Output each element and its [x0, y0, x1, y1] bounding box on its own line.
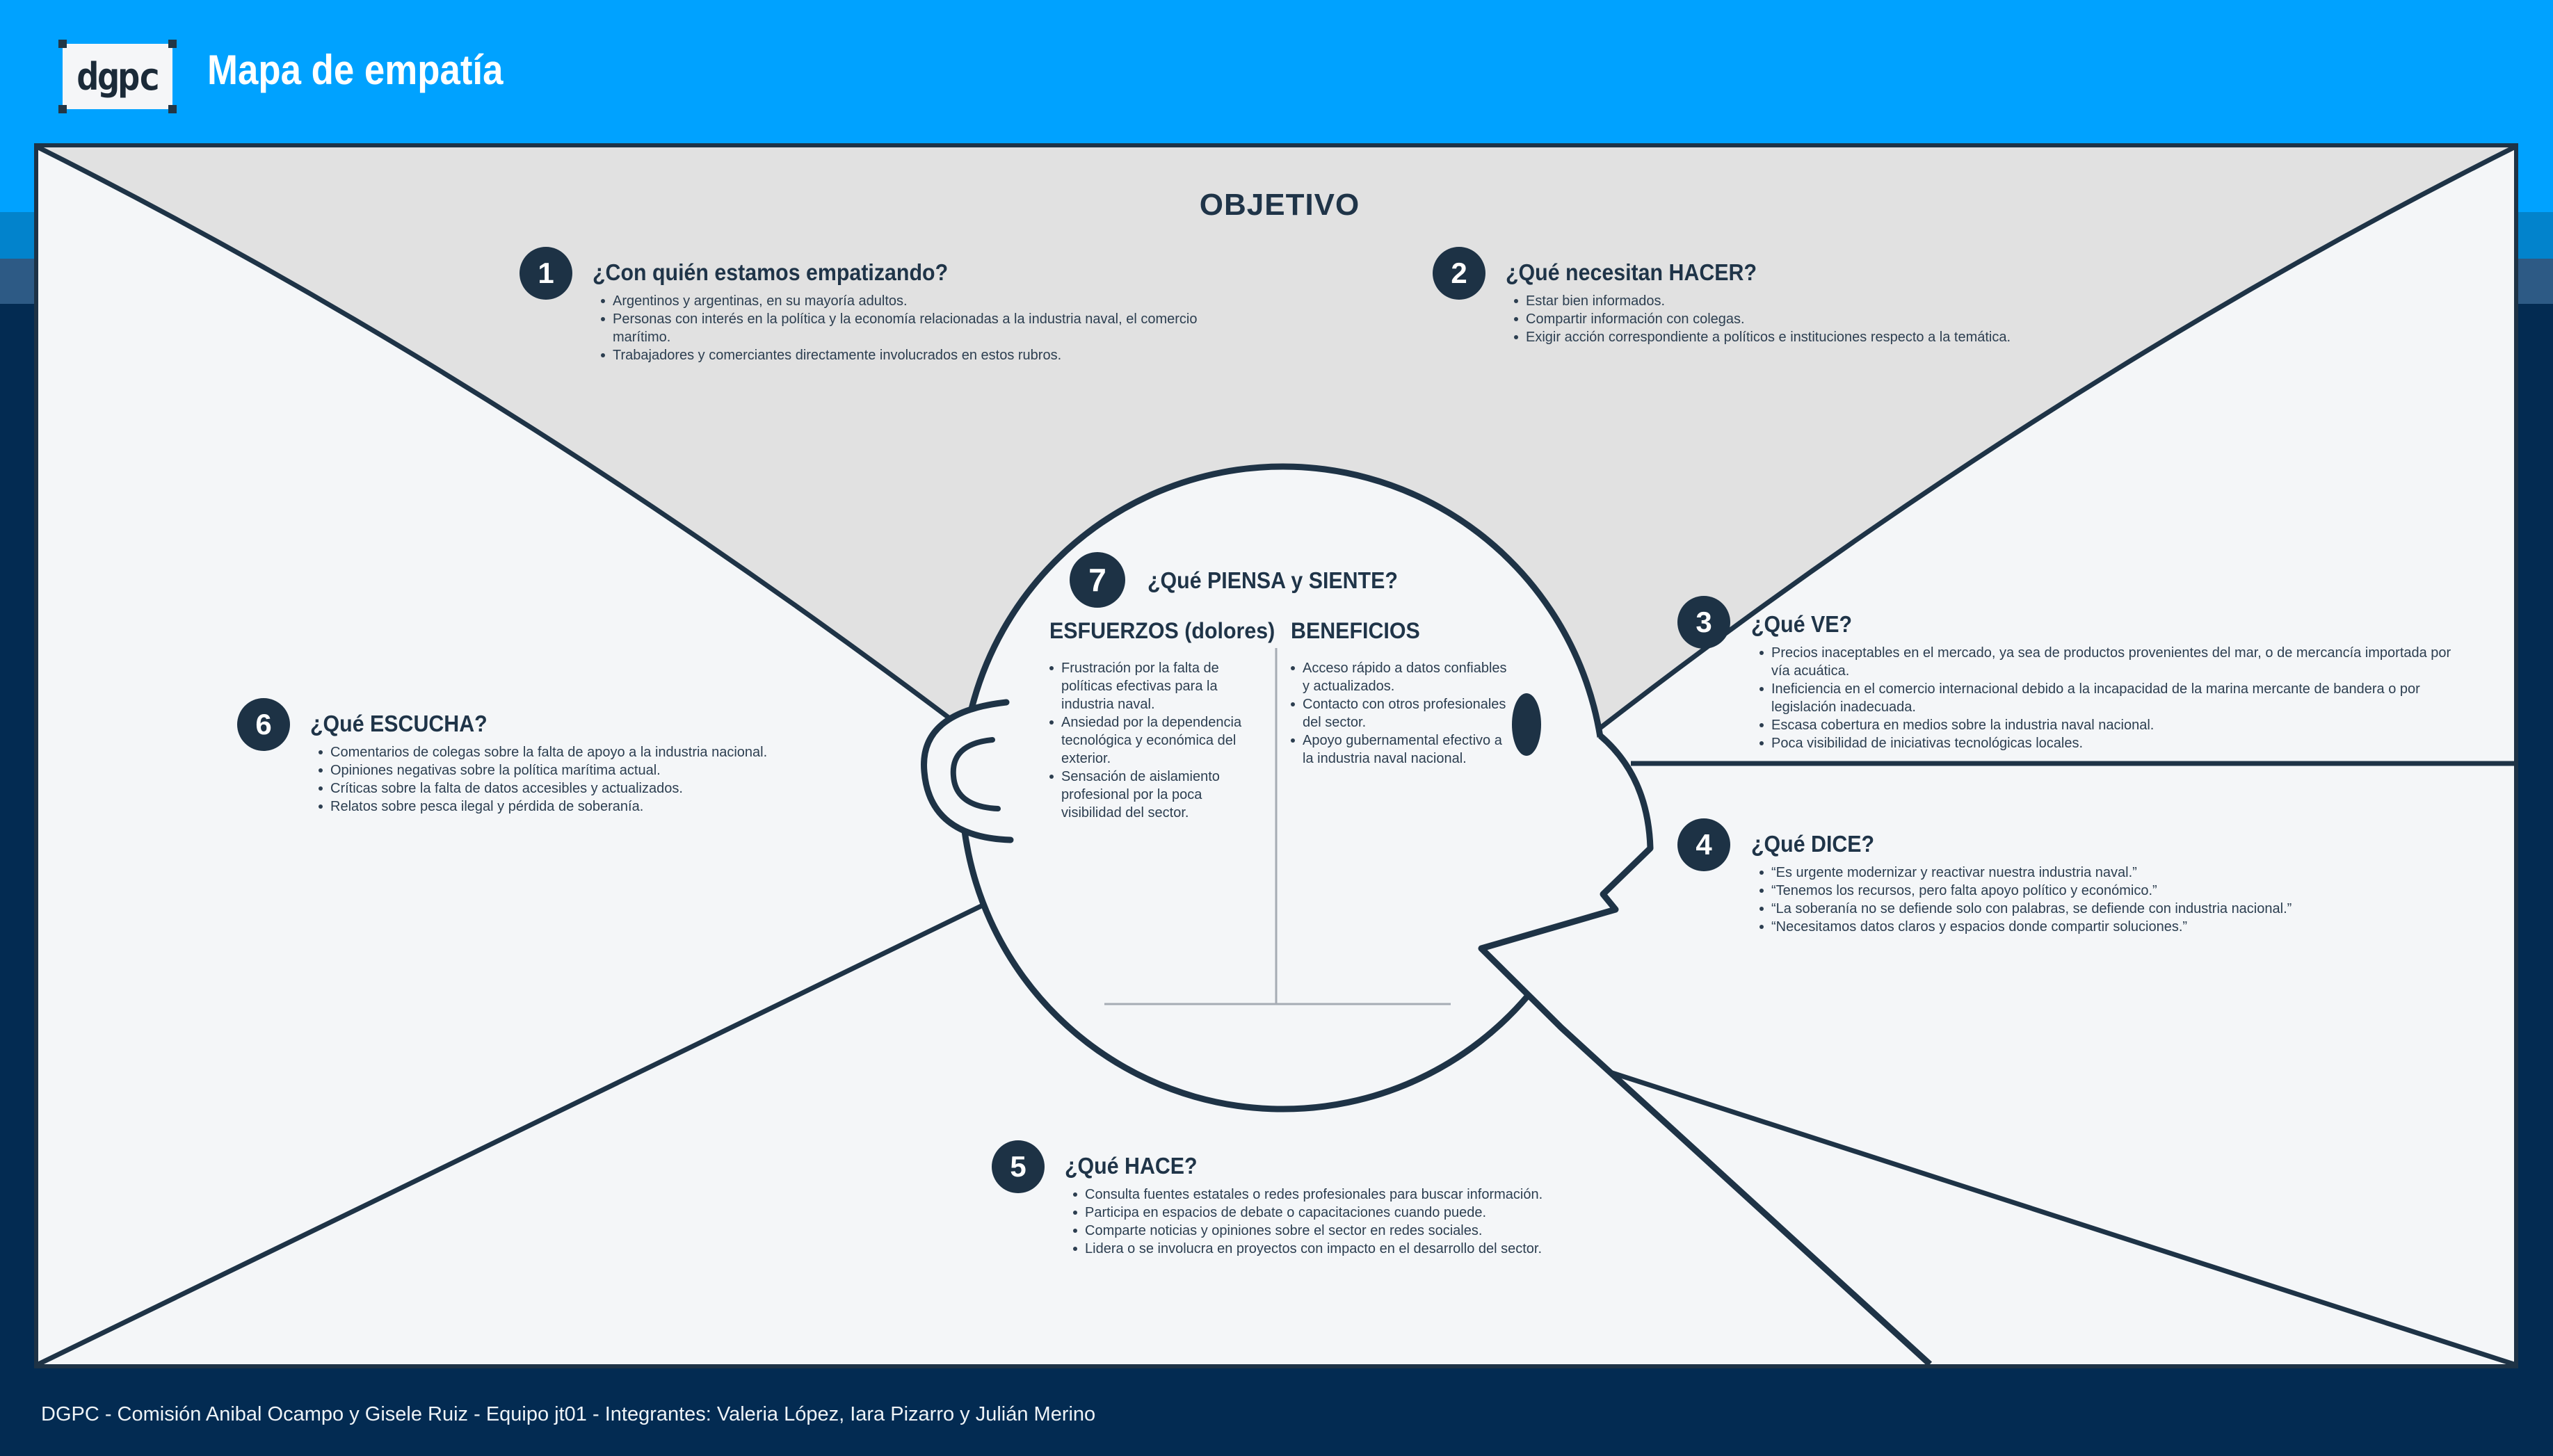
section-number-badge: 6 [237, 698, 290, 751]
bullet-text: Críticas sobre la falta de datos accesibles y actualizados. [330, 781, 683, 796]
dgpc-logo[interactable] [63, 44, 172, 109]
bullet-dot-icon [1073, 1211, 1077, 1215]
bullet-item [1759, 864, 2385, 882]
bullet-dot-icon [319, 768, 323, 773]
bullet-item [1049, 659, 1258, 713]
bullet-item [1759, 680, 2465, 716]
page-title: Mapa de empatía [207, 47, 504, 93]
section-number-badge: 7 [1070, 552, 1125, 608]
bullet-item [1073, 1222, 1643, 1240]
bullet-list [319, 743, 875, 816]
bullet-text: Acceso rápido a datos confiables y actualizados. [1303, 661, 1507, 694]
bullet-text: Escasa cobertura en medios sobre la industria naval nacional. [1771, 718, 2155, 733]
section-title: ¿Qué necesitan HACER? [1506, 259, 1757, 285]
bullet-dot-icon [1073, 1229, 1077, 1233]
bullet-list [1759, 864, 2385, 936]
bullet-dot-icon [1514, 335, 1518, 339]
bullet-dot-icon [1759, 687, 1764, 691]
bullet-text: Ansiedad por la dependencia tecnológica y económica del exterior. [1061, 715, 1242, 766]
bullet-dot-icon [1759, 889, 1764, 893]
bullet-text: Consulta fuentes estatales o redes profesionales para buscar información. [1085, 1187, 1543, 1202]
bullet-item [1759, 918, 2385, 936]
objetivo-label: OBJETIVO [1199, 188, 1360, 222]
bullet-item [319, 779, 875, 798]
bullet-text: “Tenemos los recursos, pero falta apoyo político y económico.” [1771, 883, 2157, 898]
bullet-text: Participa en espacios de debate o capacitaciones cuando puede. [1085, 1205, 1487, 1220]
bullet-item [1291, 731, 1508, 768]
bullet-item [1759, 882, 2385, 900]
bullet-item [319, 798, 875, 816]
selection-handle-icon[interactable] [168, 40, 177, 48]
column-esfuerzos [1049, 618, 1275, 822]
bullet-item [319, 743, 875, 761]
section-title: ¿Qué HACE? [1065, 1153, 1198, 1179]
bullet-dot-icon [1759, 651, 1764, 655]
selection-handle-icon[interactable] [168, 105, 177, 113]
bullet-text: Frustración por la falta de políticas efectivas para la industria naval. [1061, 661, 1219, 712]
bullet-text: Contacto con otros profesionales del sector. [1303, 697, 1506, 730]
bullet-dot-icon [1514, 317, 1518, 321]
bullet-text: Apoyo gubernamental efectivo a la industria naval nacional. [1303, 733, 1502, 766]
bullet-text: Poca visibilidad de iniciativas tecnológicas locales. [1771, 736, 2084, 751]
bullet-text: Sensación de aislamiento profesional por la poca visibilidad del sector. [1061, 769, 1220, 820]
ear-icon [924, 702, 1010, 840]
diagonal-bottom-left [38, 881, 1033, 1364]
column-heading: BENEFICIOS [1291, 618, 1420, 643]
bullet-item [1759, 644, 2465, 680]
bullet-dot-icon [319, 804, 323, 809]
bullet-text: “Es urgente modernizar y reactivar nuestra industria naval.” [1771, 865, 2137, 880]
bullet-dot-icon [319, 750, 323, 754]
bullet-dot-icon [1759, 925, 1764, 929]
bullet-item [1049, 713, 1258, 768]
section-title: ¿Con quién estamos empatizando? [593, 259, 949, 285]
bullet-list [601, 292, 1213, 364]
bullet-text: Estar bien informados. [1526, 293, 1666, 309]
bullet-dot-icon [1049, 720, 1054, 725]
section-number-badge: 1 [520, 247, 572, 300]
column-beneficios [1291, 618, 1508, 768]
section-number-badge: 3 [1677, 596, 1730, 649]
section-number-badge: 4 [1677, 818, 1730, 871]
bullet-item [1759, 716, 2465, 734]
bullet-item [601, 346, 1213, 364]
bullet-item [1291, 659, 1508, 695]
bullet-dot-icon [1073, 1247, 1077, 1251]
bullet-list [1514, 292, 2140, 346]
bullet-item [601, 310, 1213, 346]
bullet-text: Argentinos y argentinas, en su mayoría adultos. [613, 293, 908, 309]
bullet-dot-icon [1514, 299, 1518, 303]
bullet-item [601, 292, 1213, 310]
bullet-list [1073, 1186, 1643, 1258]
bullet-dot-icon [1759, 741, 1764, 745]
bullet-dot-icon [601, 299, 605, 303]
section-title: ¿Qué DICE? [1751, 831, 1875, 857]
bullet-list [1049, 659, 1258, 822]
bullet-item [1514, 328, 2140, 346]
bullet-dot-icon [319, 786, 323, 791]
bullet-text: Exigir acción correspondiente a políticos e instituciones respecto a la temática. [1526, 330, 2011, 345]
bullet-item [1291, 695, 1508, 731]
bullet-text: Trabajadores y comerciantes directamente involucrados en estos rubros. [613, 348, 1062, 363]
bullet-text: Opiniones negativas sobre la política marítima actual. [330, 763, 661, 778]
bullet-text: Precios inaceptables en el mercado, ya sea de productos provenientes del mar, o de mercancía importada por vía acuática. [1771, 645, 2451, 679]
bullet-dot-icon [601, 353, 605, 357]
bullet-dot-icon [1073, 1192, 1077, 1197]
bullet-item [1514, 310, 2140, 328]
bullet-dot-icon [1049, 666, 1054, 670]
section-number-badge: 5 [992, 1140, 1045, 1193]
bullet-item [1073, 1204, 1643, 1222]
bullet-text: Relatos sobre pesca ilegal y pérdida de soberanía. [330, 799, 644, 814]
bullet-text: “La soberanía no se defiende solo con palabras, se defiende con industria nacional.” [1771, 901, 2292, 916]
section-title: ¿Qué ESCUCHA? [310, 711, 488, 736]
bullet-list [1291, 659, 1508, 768]
bullet-dot-icon [601, 317, 605, 321]
bullet-dot-icon [1759, 871, 1764, 875]
eye-icon [1512, 693, 1541, 756]
bullet-item [1073, 1186, 1643, 1204]
bullet-list [1759, 644, 2465, 752]
bullet-dot-icon [1291, 702, 1295, 706]
bullet-text: Lidera o se involucra en proyectos con impacto en el desarrollo del sector. [1085, 1241, 1543, 1256]
bullet-text: Ineficiencia en el comercio internacional debido a la incapacidad de la marina mercante de bandera o por legislación inadecuada. [1771, 681, 2420, 715]
bullet-text: Comparte noticias y opiniones sobre el sector en redes sociales. [1085, 1223, 1483, 1238]
bullet-dot-icon [1291, 738, 1295, 743]
bullet-item [1759, 734, 2465, 752]
bullet-dot-icon [1049, 775, 1054, 779]
selection-handle-icon[interactable] [58, 105, 67, 113]
selection-handle-icon[interactable] [58, 40, 67, 48]
diagonal-bottom-right [1610, 1072, 2514, 1364]
bullet-dot-icon [1759, 907, 1764, 911]
bullet-dot-icon [1759, 723, 1764, 727]
bullet-item [1759, 900, 2385, 918]
bullet-item [1049, 768, 1258, 822]
footer-credits: DGPC - Comisión Anibal Ocampo y Gisele Ruiz - Equipo jt01 - Integrantes: Valeria López, Iara Pizarro y Julián Merino [41, 1403, 1096, 1425]
section-number-badge: 2 [1433, 247, 1485, 300]
logo-text: dgpc [76, 54, 159, 99]
section-title: ¿Qué PIENSA y SIENTE? [1147, 567, 1398, 593]
bullet-item [1073, 1240, 1643, 1258]
bullet-item [319, 761, 875, 779]
bullet-text: “Necesitamos datos claros y espacios donde compartir soluciones.” [1771, 919, 2188, 935]
bullet-text: Compartir información con colegas. [1526, 312, 1745, 327]
bullet-item [1514, 292, 2140, 310]
bullet-text: Personas con interés en la política y la economía relacionadas a la industria naval, el comercio marítimo. [613, 312, 1198, 345]
column-heading: ESFUERZOS (dolores) [1049, 618, 1275, 643]
section-title: ¿Qué VE? [1751, 611, 1853, 637]
bullet-text: Comentarios de colegas sobre la falta de apoyo a la industria nacional. [330, 745, 768, 760]
bullet-dot-icon [1291, 666, 1295, 670]
